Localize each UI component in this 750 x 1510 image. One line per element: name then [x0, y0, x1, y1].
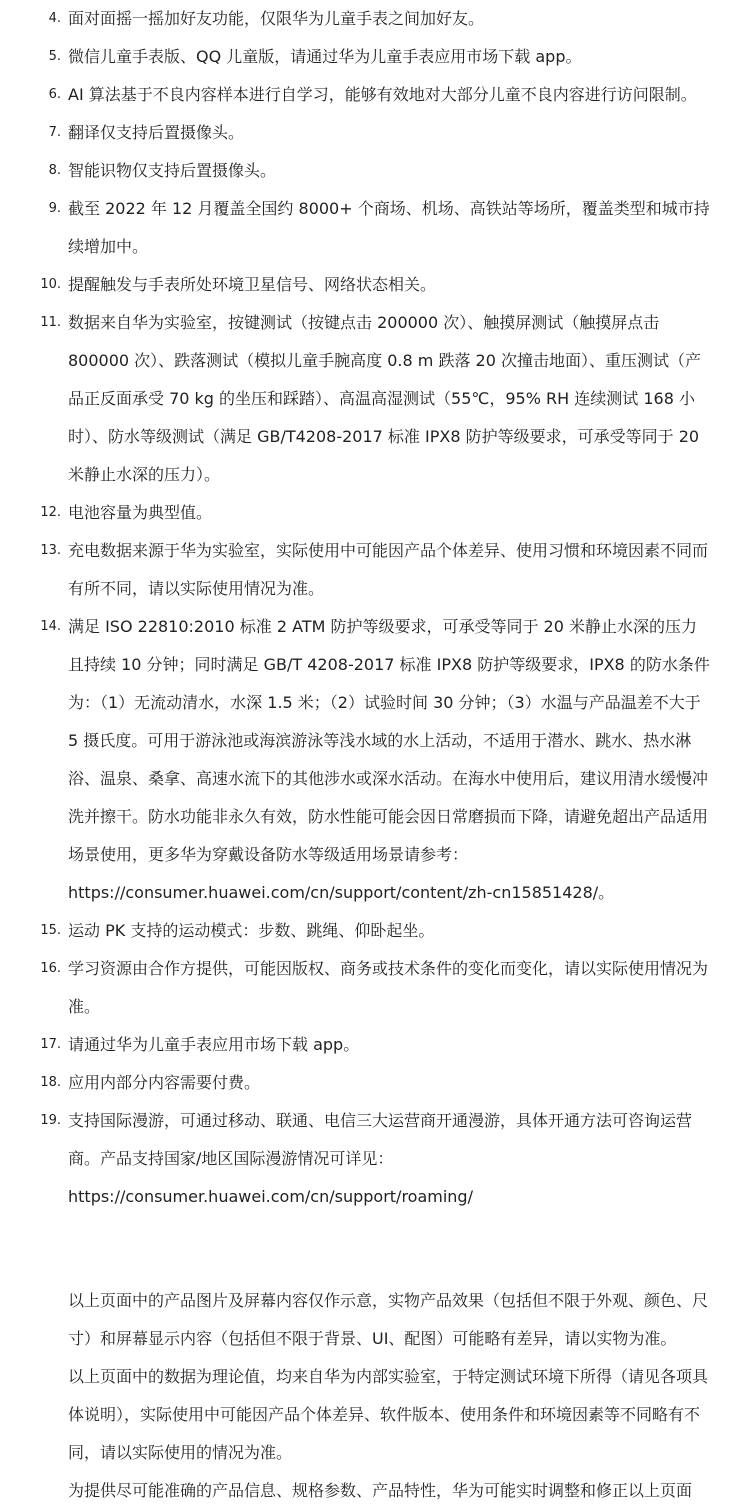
footnote-text: 微信儿童手表版、QQ 儿童版，请通过华为儿童手表应用市场下载 app。 [68, 47, 582, 66]
footnote-number: 18. [40, 1075, 61, 1090]
footnote-item [0, 304, 750, 494]
footnote-item [0, 1102, 750, 1216]
footnote-number: 14. [40, 619, 61, 634]
footnote-item [0, 1064, 750, 1102]
footnote-number: 19. [40, 1113, 61, 1128]
footnote-item [0, 190, 750, 266]
footnote-text: 面对面摇一摇加好友功能，仅限华为儿童手表之间加好友。 [68, 9, 485, 28]
footnote-number: 6. [48, 87, 61, 102]
footnote-number: 8. [48, 163, 61, 178]
footnote-number: 17. [40, 1037, 61, 1052]
footnote-item [0, 114, 750, 152]
footnote-text: 截至 2022 年 12 月覆盖全国约 8000+ 个商场、机场、高铁站等场所，覆盖类型和城市持续增加中。 [68, 199, 710, 256]
footnote-number: 12. [40, 505, 61, 520]
disclaimer-paragraph: 以上页面中的数据为理论值，均来自华为内部实验室，于特定测试环境下所得（请见各项具体说明），实际使用中可能因产品个体差异、软件版本、使用条件和环境因素等不同略有不同，请以实际使用的情况为准。 [68, 1367, 709, 1462]
footnote-text: 运动 PK 支持的运动模式：步数、跳绳、仰卧起坐。 [68, 921, 435, 940]
footnote-text: 翻译仅支持后置摄像头。 [68, 123, 245, 142]
footnote-item [0, 494, 750, 532]
disclaimer-section [68, 1282, 708, 1510]
footnote-item [0, 76, 750, 114]
footnote-text: 充电数据来源于华为实验室，实际使用中可能因产品个体差异、使用习惯和环境因素不同而有所不同，请以实际使用情况为准。 [68, 541, 709, 598]
footnote-item [0, 912, 750, 950]
footnote-item [0, 532, 750, 608]
footnote-item [0, 38, 750, 76]
footnote-number: 16. [40, 961, 61, 976]
footnote-number: 4. [48, 11, 61, 26]
footnote-number: 9. [48, 201, 61, 216]
footnote-text: 请通过华为儿童手表应用市场下载 app。 [68, 1035, 360, 1054]
footnote-text: AI 算法基于不良内容样本进行自学习，能够有效地对大部分儿童不良内容进行访问限制。 [68, 85, 697, 104]
footnote-item [0, 152, 750, 190]
footnote-text: 学习资源由合作方提供，可能因版权、商务或技术条件的变化而变化，请以实际使用情况为准。 [68, 959, 709, 1016]
footnote-item [0, 0, 750, 38]
footnote-number: 5. [48, 49, 61, 64]
footnote-item [0, 266, 750, 304]
footnote-text: 提醒触发与手表所处环境卫星信号、网络状态相关。 [68, 275, 437, 294]
footnote-number: 11. [40, 315, 61, 330]
footnote-number: 10. [40, 277, 61, 292]
footnote-text: 智能识物仅支持后置摄像头。 [68, 161, 277, 180]
footnote-text: 数据来自华为实验室，按键测试（按键点击 200000 次）、触摸屏测试（触摸屏点击 800000 次）、跌落测试（模拟儿童手腕高度 0.8 m 跌落 20 次撞击地面）、重压测试（产品正反面承受 70 kg 的坐压和踩踏）、高温高湿测试（55℃，95% RH 连续测试 168 小时）、防水等级测试（满足 GB/T4208-2017 标准 IPX8 防护等级要求，可承受等同于 20 米静止水深的压力）。 [68, 313, 701, 484]
footnote-text: 满足 ISO 22810:2010 标准 2 ATM 防护等级要求，可承受等同于 20 米静止水深的压力且持续 10 分钟；同时满足 GB/T 4208-2017 标准 IPX8 防护等级要求，IPX8 的防水条件为：（1）无流动清水，水深 1.5 米；（2）试验时间 30 分钟；（3）水温与产品温差不大于 5 摄氏度。可用于游泳池或海滨游泳等浅水域的水上活动，不适用于潜水、跳水、热水淋浴、温泉、桑拿、高速水流下的其他涉水或深水活动。在海水中使用后，建议用清水缓慢冲洗并擦干。防水功能非永久有效，防水性能可能会因日常磨损而下降，请避免超出产品适用场景使用，更多华为穿戴设备防水等级适用场景请参考：https://consumer.huawei.com/cn/support/content/zh-cn15851428/。 [68, 617, 710, 902]
disclaimer-paragraph: 为提供尽可能准确的产品信息、规格参数、产品特性，华为可能实时调整和修正以上页面 [68, 1481, 693, 1500]
footnote-number: 15. [40, 923, 61, 938]
footnote-text: 支持国际漫游，可通过移动、联通、电信三大运营商开通漫游，具体开通方法可咨询运营商。产品支持国家/地区国际漫游情况可详见：https://consumer.huawei.com/cn/support/roaming/ [68, 1111, 693, 1206]
footnote-number: 7. [48, 125, 61, 140]
footnote-item [0, 1026, 750, 1064]
footnote-item [0, 950, 750, 1026]
footnote-text: 电池容量为典型值。 [68, 503, 213, 522]
footnote-number: 13. [40, 543, 61, 558]
footnote-item [0, 608, 750, 912]
footnote-text: 应用内部分内容需要付费。 [68, 1073, 261, 1092]
disclaimer-paragraph: 以上页面中的产品图片及屏幕内容仅作示意，实物产品效果（包括但不限于外观、颜色、尺寸）和屏幕显示内容（包括但不限于背景、UI、配图）可能略有差异，请以实物为准。 [68, 1291, 709, 1348]
